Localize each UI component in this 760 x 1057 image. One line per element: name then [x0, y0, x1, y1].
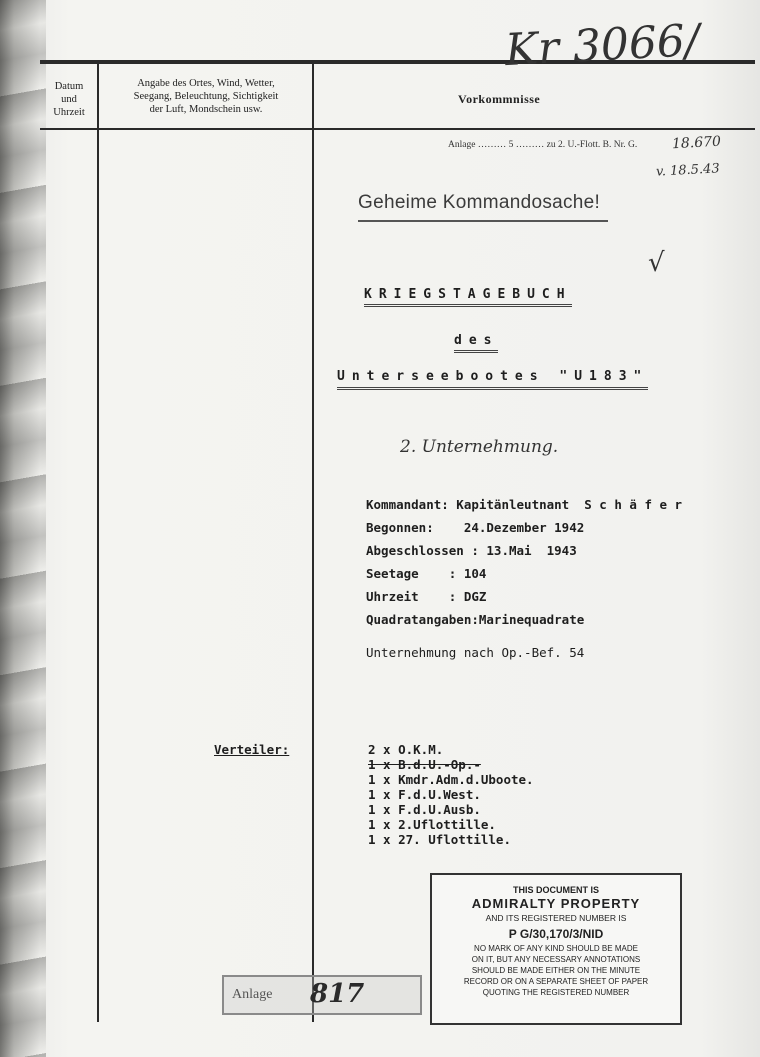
- stamp-line: RECORD OR ON A SEPARATE SHEET OF PAPER: [463, 977, 649, 986]
- column-divider-2: [312, 62, 314, 1022]
- detail-abgeschlossen: Abgeschlossen : 13.Mai 1943: [366, 543, 577, 558]
- list-item: 1 x B.d.U.-Op.-: [368, 757, 481, 772]
- anlage-date: v. 18.5.43: [655, 161, 721, 180]
- admiralty-property-stamp: [430, 873, 682, 1025]
- detail-quadratangaben: Quadratangaben:Marinequadrate: [366, 612, 585, 627]
- handwritten-patrol-note: 2. Unternehmung.: [400, 437, 559, 457]
- anlage-stamp-number: 817: [310, 979, 365, 1009]
- handwritten-reference: Kr 3066/: [503, 14, 701, 77]
- stamp-line: NO MARK OF ANY KIND SHOULD BE MADE: [474, 944, 638, 953]
- anlage-stamp: [222, 975, 422, 1015]
- stamp-line: ON IT, BUT ANY NECESSARY ANNOTATIONS: [471, 955, 641, 964]
- header-vorkommnisse: Vorkommnisse: [458, 92, 541, 106]
- anlage-reference-line: Anlage ……… 5 ……… zu 2. U.-Flott. B. Nr. G.: [448, 140, 638, 150]
- stamp-line: THIS DOCUMENT IS: [512, 885, 599, 895]
- column-divider-1: [97, 62, 99, 1022]
- title-des: des: [454, 333, 498, 353]
- title-kriegstagebuch: KRIEGSTAGEBUCH: [364, 287, 572, 307]
- distribution-label: Verteiler:: [214, 742, 290, 757]
- anlage-number: 18.670: [671, 133, 722, 153]
- header-datum-uhrzeit: Datum und Uhrzeit: [53, 81, 85, 118]
- secret-command-stamp: Geheime Kommandosache!: [358, 192, 601, 213]
- distribution-list: [368, 742, 534, 847]
- list-item: 1 x 2.Uflottille.: [368, 817, 496, 832]
- detail-uhrzeit: Uhrzeit : DGZ: [366, 589, 487, 604]
- check-mark: √: [648, 248, 665, 278]
- header-ort-wetter: Angabe des Ortes, Wind, Wetter, Seegang, Beleuchtung, Sichtigkeit der Luft, Mondschein usw.: [133, 78, 279, 115]
- list-item: 1 x F.d.U.Ausb.: [368, 802, 481, 817]
- detail-begonnen: Begonnen: 24.Dezember 1942: [366, 520, 585, 535]
- list-item: 1 x 27. Uflottille.: [368, 832, 511, 847]
- list-item: 1 x F.d.U.West.: [368, 787, 481, 802]
- secret-stamp-underline: [358, 220, 608, 222]
- stamp-line: SHOULD BE MADE EITHER ON THE MINUTE: [471, 966, 641, 975]
- stamp-line: AND ITS REGISTERED NUMBER IS: [485, 913, 627, 923]
- header-bottom-rule: [40, 128, 755, 130]
- anlage-stamp-label: Anlage: [232, 987, 273, 1002]
- detail-seetage: Seetage : 104: [366, 566, 487, 581]
- stamp-registered-number: P G/30,170/3/NID: [508, 927, 604, 941]
- title-boat-name: Unterseebootes "U183": [337, 369, 648, 390]
- list-item: 1 x Kmdr.Adm.d.Uboote.: [368, 772, 534, 787]
- page-curl-shadow: [0, 0, 46, 1057]
- operation-order: Unternehmung nach Op.-Bef. 54: [366, 645, 585, 660]
- stamp-line: QUOTING THE REGISTERED NUMBER: [482, 988, 630, 997]
- stamp-line: ADMIRALTY PROPERTY: [471, 896, 641, 911]
- list-item: 2 x O.K.M.: [368, 742, 444, 757]
- detail-kommandant: Kommandant: Kapitänleutnant S c h ä f e r: [366, 497, 683, 512]
